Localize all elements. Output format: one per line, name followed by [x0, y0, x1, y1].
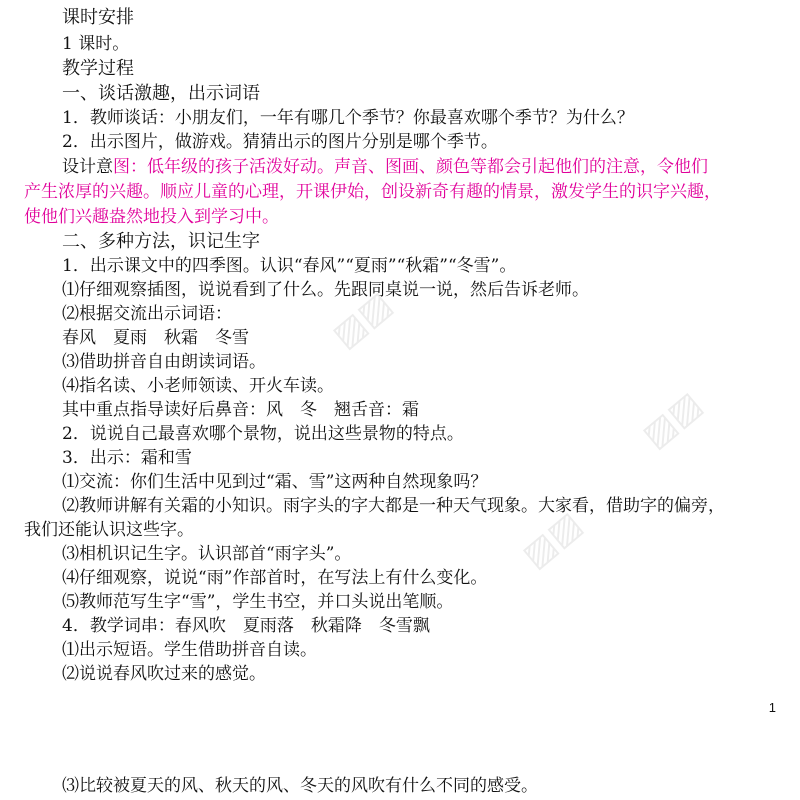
text-line: 1．出示课文中的四季图。认识“春风”“夏雨”“秋霜”“冬雪”。	[62, 256, 517, 276]
text-line: 2．说说自己最喜欢哪个景物，说出这些景物的特点。	[62, 424, 464, 444]
text-line: ⑵根据交流出示词语：	[62, 304, 232, 324]
watermark-mark: ▨▨	[634, 384, 710, 456]
text-line: ⑷指名读、小老师领读、开火车读。	[62, 376, 334, 396]
page-number: 1	[768, 700, 776, 715]
design-note-line3: 使他们兴趣盎然地投入到学习中。	[24, 207, 279, 227]
design-note-text1: 图：低年级的孩子活泼好动。声音、图画、颜色等都会引起他们的注意，令他们	[113, 157, 708, 177]
text-line: ⑶借助拼音自由朗读词语。	[62, 352, 266, 372]
text-line: ⑴交流：你们生活中见到过“霜、雪”这两种自然现象吗？	[62, 472, 488, 492]
text-line: ⑷仔细观察，说说“雨”作部首时，在写法上有什么变化。	[62, 568, 488, 588]
text-line: ⑶相机识记生字。认识部首“雨字头”。	[62, 544, 352, 564]
section1-heading: 一、谈话激趣，出示词语	[62, 83, 260, 104]
text-line: 我们还能认识这些字。	[24, 520, 194, 540]
text-line: ⑵说说春风吹过来的感觉。	[62, 664, 266, 684]
text-line: ⑴出示短语。学生借助拼音自读。	[62, 640, 317, 660]
schedule-value: 1 课时。	[62, 34, 130, 54]
text-line: 3．出示：霜和雪	[62, 448, 192, 468]
text-line: ⑴仔细观察插图，说说看到了什么。先跟同桌说一说，然后告诉老师。	[62, 280, 589, 300]
text-line: 4．教学词串：春风吹 夏雨落 秋霜降 冬雪飘	[62, 616, 430, 636]
section1-item1: 1．教师谈话：小朋友们，一年有哪几个季节？你最喜欢哪个季节？为什么？	[62, 108, 634, 128]
text-line: 其中重点指导读好后鼻音：风 冬 翘舌音：霜	[62, 400, 419, 420]
section1-item2: 2．出示图片，做游戏。猜猜出示的图片分别是哪个季节。	[62, 132, 498, 152]
section2-heading: 二、多种方法，识记生字	[62, 231, 260, 252]
design-note-line2: 产生浓厚的兴趣。顺应儿童的心理，开课伊始，创设新奇有趣的情景，激发学生的识字兴趣，	[24, 182, 721, 202]
text-line: ⑸教师范写生字“雪”，学生书空，并口头说出笔顺。	[62, 592, 454, 612]
text-line: ⑵教师讲解有关霜的小知识。雨字头的字大都是一种天气现象。大家看，借助字的偏旁，	[62, 496, 725, 516]
design-note-line1	[62, 155, 708, 179]
text-line: ⑶比较被夏天的风、秋天的风、冬天的风吹有什么不同的感受。	[62, 776, 538, 796]
vocab-line: 春风 夏雨 秋霜 冬雪	[62, 328, 249, 348]
watermark-mark: ▨▨	[514, 504, 590, 576]
design-note-label: 设计意	[62, 157, 113, 177]
watermark-mark: ▨▨	[324, 284, 400, 356]
process-heading: 教学过程	[62, 58, 134, 79]
schedule-heading: 课时安排	[62, 7, 134, 28]
